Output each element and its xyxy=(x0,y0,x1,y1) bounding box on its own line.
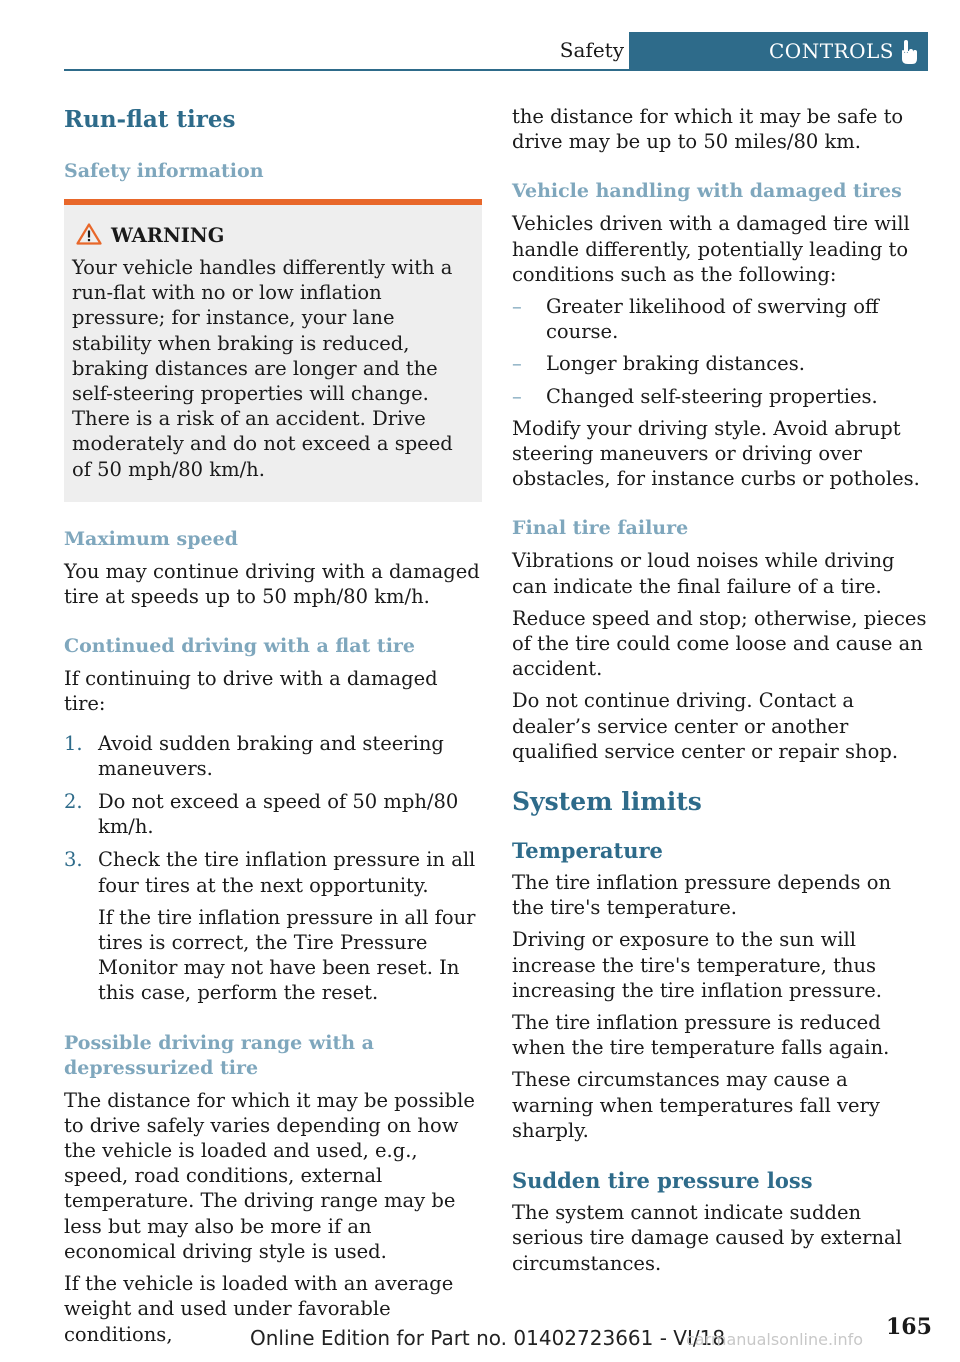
temperature-heading: Temperature xyxy=(512,838,663,864)
handling-intro: Vehicles driven with a damaged tire will handle differently, potentially leading to conditions such as the following: xyxy=(512,212,910,286)
failure-text-3: Do not continue driving. Contact a dealer’s service center or another qualified service center or repair shop. xyxy=(512,689,899,763)
list-item-note: If the tire inflation pressure in all four tires is correct, the Tire Pressure Monitor may not have been reset. In this case, perform the reset. xyxy=(98,905,476,1005)
list-item: 3. Check the tire inflation pressure in all four tires at the next opportunity. xyxy=(64,848,476,897)
warning-triangle-icon xyxy=(76,223,102,245)
pressure-loss-text: The system cannot indicate sudden serious tire damage caused by external circumstances. xyxy=(512,1201,902,1275)
section-title: Run-flat tires xyxy=(64,106,236,133)
pressure-loss-heading: Sudden tire pressure loss xyxy=(512,1168,813,1194)
warning-text: Your vehicle handles differently with a run-flat with no or low inflation pressure; for instance, your lane stability when braking is reduced, braking distances are longer and the self-steering properties will change. There is a risk of an accident. Drive moderately and do not exceed a speed of 50 mph/80 km/h. xyxy=(72,256,453,481)
page-number: 165 xyxy=(886,1314,932,1340)
temperature-text-4: These circumstances may cause a warning when temperatures fall very sharply. xyxy=(512,1068,880,1142)
list-item: – Greater likelihood of swerving off course. xyxy=(512,295,879,344)
range-continuation-text: the distance for which it may be safe to drive may be up to 50 miles/80 km. xyxy=(512,105,904,154)
max-speed-text: You may continue driving with a damaged tire at speeds up to 50 mph/80 km/h. xyxy=(64,559,480,609)
warning-label: WARNING xyxy=(111,224,225,247)
continued-driving-steps xyxy=(64,731,482,1006)
driving-range-heading: Possible driving range with a depressurized tire xyxy=(64,1031,374,1079)
header-section-label: Safety xyxy=(559,38,624,62)
temperature-text-3: The tire inflation pressure is reduced when the tire temperature falls again. xyxy=(512,1011,890,1060)
system-limits-heading: System limits xyxy=(512,787,702,817)
handling-list xyxy=(512,294,928,409)
failure-text-1: Vibrations or loud noises while driving can indicate the final failure of a tire. xyxy=(512,549,895,598)
header-chapter-label: CONTROLS xyxy=(769,39,894,63)
continued-driving-intro: If continuing to drive with a damaged tire: xyxy=(64,667,438,716)
subsection-title: Safety information xyxy=(64,160,264,182)
list-item: – Changed self-steering properties. xyxy=(512,384,878,408)
hand-pointer-icon xyxy=(897,39,919,65)
header-chapter-tab xyxy=(629,32,928,71)
list-item: 2. Do not exceed a speed of 50 mph/80 km/h. xyxy=(64,790,459,839)
driving-range-text-1: The distance for which it may be possible to drive safely varies depending on how the vehicle is loaded and used, e.g., speed, road conditions, external temperature. The driving range may be less but may also be more if an economical driving style is used. xyxy=(64,1088,475,1263)
handling-heading: Vehicle handling with damaged tires xyxy=(512,180,902,203)
failure-text-2: Reduce speed and stop; otherwise, pieces of the tire could come loose and cause an accident. xyxy=(512,606,927,681)
warning-box xyxy=(64,199,482,502)
temperature-text-2: Driving or exposure to the sun will increase the tire's temperature, thus increasing the tire inflation pressure. xyxy=(512,928,882,1002)
driving-range-text-2: If the vehicle is loaded with an average weight and used under favorable conditions, xyxy=(64,1272,454,1346)
handling-outro: Modify your driving style. Avoid abrupt steering maneuvers or driving over obstacles, for instance curbs or potholes. xyxy=(512,416,920,491)
list-item: 1. Avoid sudden braking and steering maneuvers. xyxy=(64,731,444,780)
warning-heading xyxy=(72,223,474,248)
list-item: – Longer braking distances. xyxy=(512,352,805,376)
header-rule xyxy=(64,69,928,71)
continued-driving-heading: Continued driving with a flat tire xyxy=(64,635,416,658)
right-column xyxy=(512,104,928,1276)
footer-edition: Online Edition for Part no. 01402723661 - VI/18 xyxy=(250,1326,726,1350)
failure-heading: Final tire failure xyxy=(512,517,689,540)
left-column xyxy=(64,104,482,1347)
temperature-text-1: The tire inflation pressure depends on the tire's temperature. xyxy=(512,871,892,920)
watermark: carmanualsonline.info xyxy=(686,1330,864,1349)
max-speed-heading: Maximum speed xyxy=(64,527,238,550)
